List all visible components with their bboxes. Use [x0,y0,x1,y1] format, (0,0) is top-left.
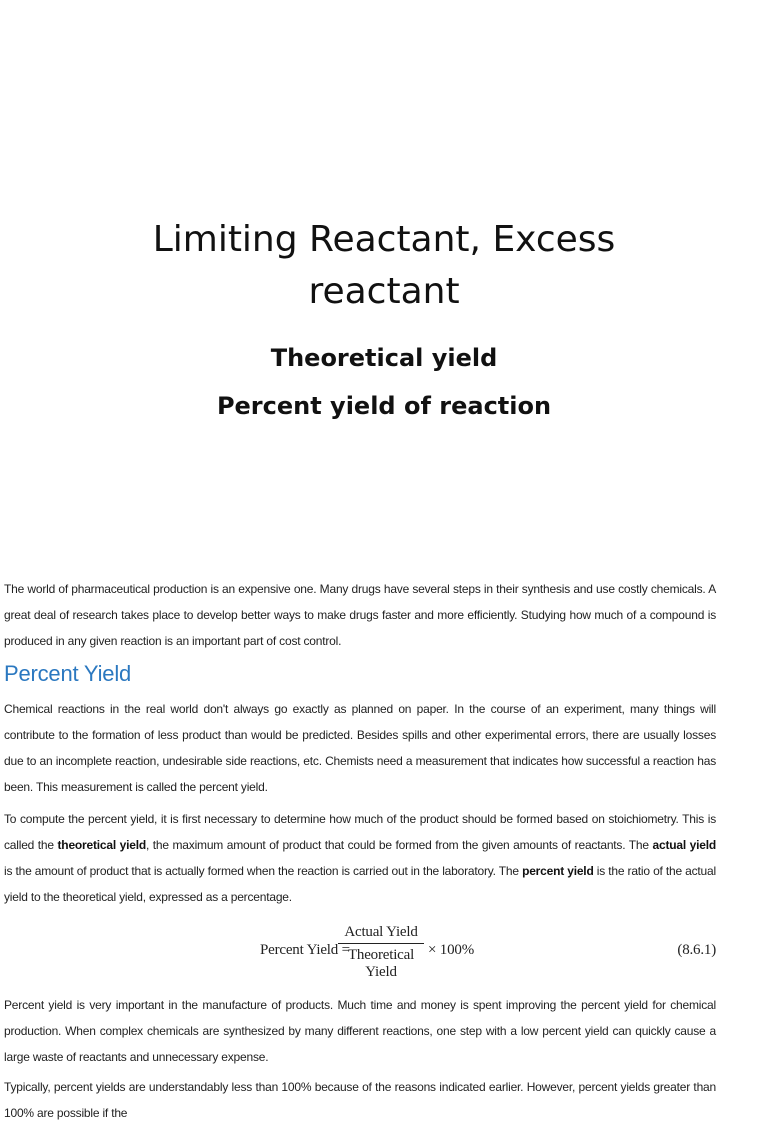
term-theoretical-yield: theoretical yield [57,838,146,852]
paragraph-3: Percent yield is very important in the manufacture of products. Much time and money is spent improving the percent yield for chemical production. When complex chemicals are synthesized by many different reactions, one step with a low percent yield can quickly cause a large waste of reactants and unnecessary expense. [4,998,716,1064]
term-actual-yield: actual yield [652,838,716,852]
slide-subtitle [0,334,768,430]
slide-subtitle-line-2: Percent yield of reaction [216,392,552,420]
slide-subtitle-line-1: Theoretical yield [270,344,498,372]
slide-title-area [0,0,768,550]
paragraph-2-text-d: is the ratio of the actual yield to the theoretical yield, expressed as a percentage. [4,864,716,904]
paragraph-2 [4,806,716,910]
equation-fraction [338,924,424,981]
textbook-excerpt [4,576,716,1126]
term-percent-yield: percent yield [522,864,594,878]
equation-rhs: × 100% [428,942,475,958]
slide-title [0,214,768,318]
paragraph-2-text-a: To compute the percent yield, it is first necessary to determine how much of the product should be formed based on stoichiometry. This is called the [4,812,716,852]
slide-title-line-2: reactant [308,271,460,313]
equation-denominator: Theoretical Yield [347,947,415,980]
paragraph-4: Typically, percent yields are understandably less than 100% because of the reasons indicated earlier. However, percent yields greater than 100% are possible if the [4,1080,716,1120]
paragraph-1: Chemical reactions in the real world don't always go exactly as planned on paper. In the course of an experiment, many things will contribute to the formation of less product than would be predicted. Besides spills and other experimental errors, there are usually losses due to an incomplete reaction, undesirable side reactions, etc. Chemists need a measurement that indicates how successful a reaction has been. This measurement is called the percent yield. [4,702,716,794]
paragraph-2-text-b: , the maximum amount of product that could be formed from the given amounts of reactants. The [146,838,653,852]
section-heading: Percent Yield [4,661,132,686]
equation-lhs: Percent Yield = [260,942,350,958]
equation-number: (8.6.1) [677,942,716,958]
slide-title-line-1: Limiting Reactant, Excess [152,219,616,261]
percent-yield-equation [4,920,716,986]
equation-numerator: Actual Yield [338,924,424,944]
paragraph-2-text-c: is the amount of product that is actually formed when the reaction is carried out in the laboratory. The [4,864,523,878]
intro-paragraph: The world of pharmaceutical production is an expensive one. Many drugs have several steps in their synthesis and use costly chemicals. A great deal of research takes place to develop better ways to make drugs faster and more efficiently. Studying how much of a compound is produced in any given reaction is an important part of cost control. [4,582,716,648]
